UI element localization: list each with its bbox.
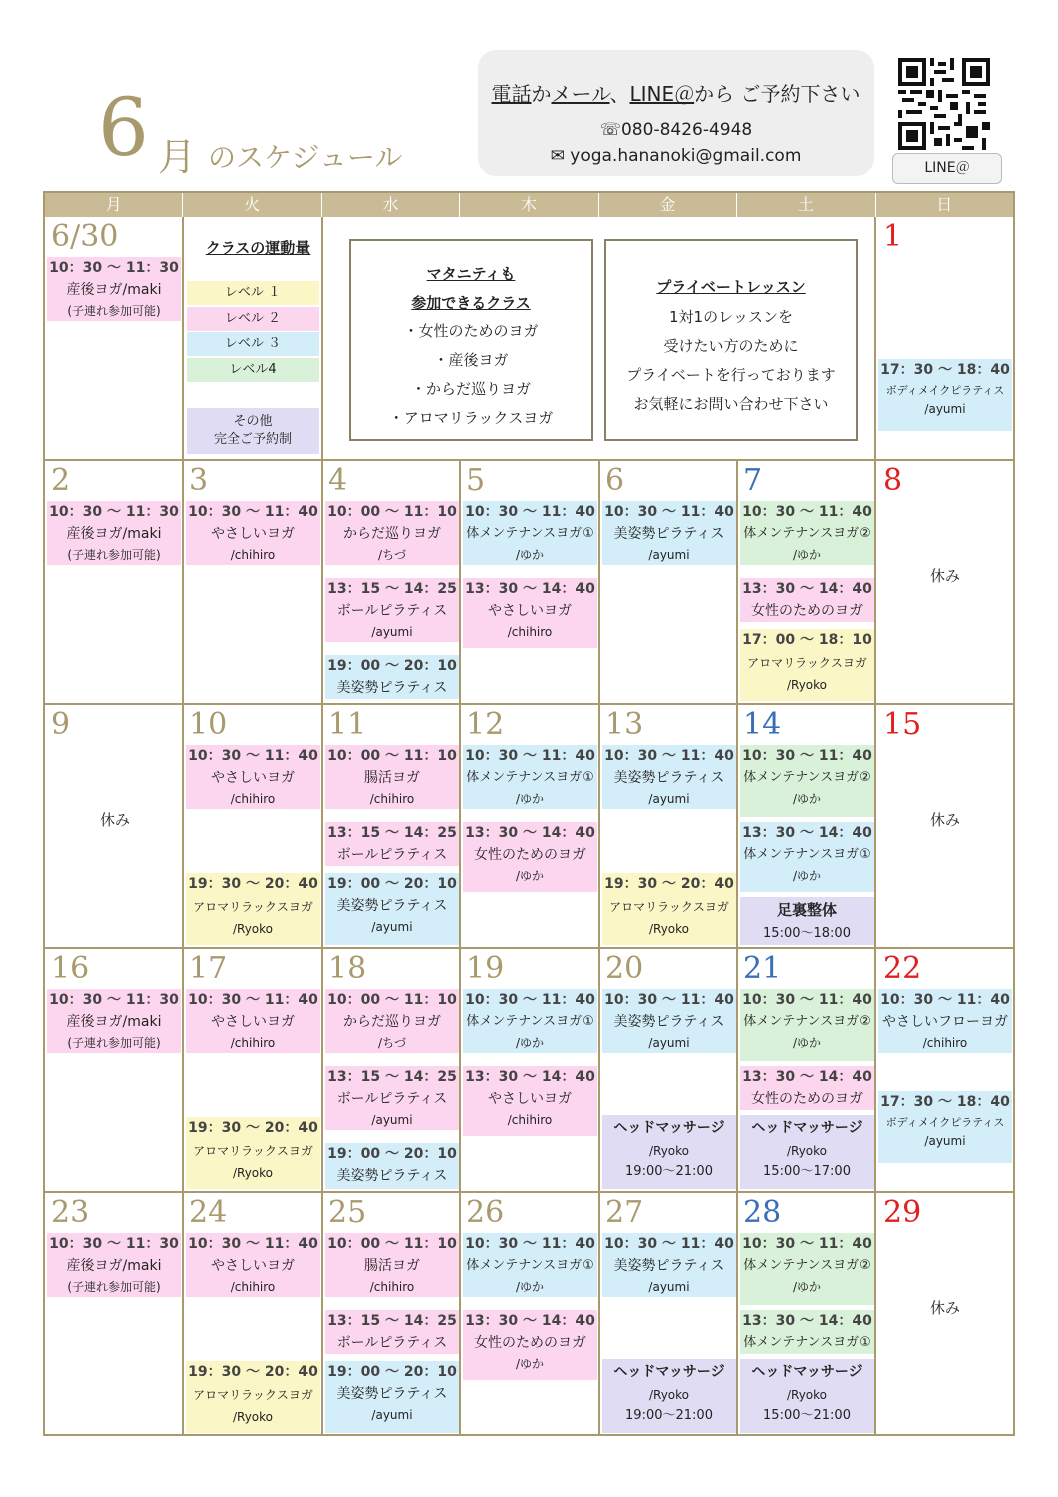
event-name: 腸活ヨガ (364, 1258, 420, 1274)
private-line: 受けたい方のために (663, 337, 799, 355)
event-time: 15:00～18:00 (763, 926, 851, 941)
event-name: ヘッドマッサージ (613, 1120, 725, 1136)
event-time: 10：30 ～ 11：40 (188, 504, 318, 520)
event-time: 13：30 ～ 14：40 (742, 1069, 872, 1085)
event-time: 10：30 ～ 11：40 (742, 504, 872, 520)
event-time: 10：30 ～ 11：30 (49, 1236, 179, 1252)
event-name: 体メンテナンスヨガ② (743, 526, 871, 541)
event-instructor: /chihiro (507, 625, 553, 639)
private-line: プライベートを行っております (626, 366, 836, 384)
event-instructor: /chihiro (230, 1036, 276, 1050)
event[interactable] (325, 1143, 459, 1189)
event-name: 美姿勢ピラティス (336, 1168, 448, 1184)
qr-code-icon[interactable] (898, 58, 990, 150)
event[interactable] (186, 745, 320, 809)
maternity-title-2: 参加できるクラス (411, 294, 531, 312)
event-instructor: /Ryoko (232, 1166, 274, 1180)
event[interactable] (325, 745, 459, 809)
day-number: 3 (189, 463, 209, 498)
day-number: 8 (883, 463, 903, 498)
day-number: 27 (605, 1195, 644, 1230)
day-number: 6 (605, 463, 625, 498)
event-note: (子連れ参加可能) (67, 1280, 161, 1294)
event-name: 産後ヨガ/maki (66, 526, 162, 542)
event-instructor: /ゆか (792, 1280, 822, 1294)
maternity-item: ・からだ巡りヨガ (410, 380, 531, 398)
event-instructor: /ゆか (515, 1280, 545, 1294)
event-instructor: /chihiro (230, 548, 276, 562)
legend-level-4: レベル4 (187, 358, 319, 382)
grid-line (45, 459, 1013, 461)
event-name: ヘッドマッサージ (751, 1364, 863, 1380)
event-instructor: /ゆか (792, 869, 822, 883)
day-number: 28 (743, 1195, 782, 1230)
event-time: 13：15 ～ 14：25 (327, 1069, 457, 1085)
event[interactable] (47, 989, 181, 1053)
day-number: 12 (466, 707, 505, 742)
event-time: 13：30 ～ 14：40 (465, 825, 595, 841)
private-line: お気軽にお問い合わせ下さい (633, 395, 829, 413)
event-name: 美姿勢ピラティス (613, 1014, 725, 1030)
event-note: (子連れ参加可能) (67, 548, 161, 562)
event-name: 足裏整体 (776, 901, 837, 919)
event-time: 10：30 ～ 11：40 (604, 748, 734, 764)
event-name: 美姿勢ピラティス (336, 898, 448, 914)
event-name: 美姿勢ピラティス (336, 680, 448, 696)
weekday-sat: 土 (737, 193, 875, 217)
event-name: アロマリラックスヨガ (193, 1388, 313, 1402)
event[interactable] (463, 501, 597, 565)
event-time: 10：30 ～ 11：40 (465, 748, 595, 764)
event[interactable] (602, 1233, 736, 1297)
event-name: 体メンテナンスヨガ① (466, 1258, 594, 1273)
legend-other-note: 完全ご予約制 (213, 432, 292, 447)
event-time: 17：30 ～ 18：40 (880, 1094, 1010, 1110)
title-month-char: 月 (158, 135, 197, 179)
event-instructor: /ayumi (648, 548, 690, 562)
rest-label: 休み (929, 811, 960, 829)
event-time: 15:00～21:00 (763, 1408, 851, 1423)
event-name: 産後ヨガ/maki (66, 1014, 162, 1030)
contact-ka: か (531, 82, 552, 106)
event-time: 13：30 ～ 14：40 (742, 1313, 872, 1329)
event[interactable] (602, 1359, 736, 1433)
event-name: アロマリラックスヨガ (747, 656, 867, 670)
event-time: 19：00 ～ 20：10 (327, 1146, 457, 1162)
event-time: 10：30 ～ 11：30 (49, 260, 179, 276)
event-instructor: /ayumi (924, 1134, 966, 1148)
day-number: 16 (51, 951, 90, 986)
legend-other (187, 408, 319, 454)
grid-line (874, 217, 876, 1436)
event-name: アロマリラックスヨガ (193, 1144, 313, 1158)
event[interactable] (878, 1091, 1012, 1163)
event-instructor: /Ryoko (786, 678, 828, 692)
event-name: からだ巡りヨガ (343, 526, 441, 542)
rest-label: 休み (929, 567, 960, 585)
event[interactable] (463, 1066, 597, 1136)
event-name: やさしいヨガ (211, 1014, 295, 1030)
event[interactable] (740, 1115, 874, 1189)
event-name: 体メンテナンスヨガ② (743, 1258, 871, 1273)
event-instructor: /Ryoko (786, 1144, 828, 1158)
event-time: 15:00～17:00 (763, 1164, 851, 1179)
private-line: 1対1のレッスンを (669, 308, 793, 326)
event-time: 19:00～21:00 (625, 1164, 713, 1179)
event[interactable] (740, 745, 874, 817)
weekday-fri: 金 (599, 193, 737, 217)
day-number: 20 (605, 951, 644, 986)
private-lesson-box (604, 239, 858, 441)
event-name: 女性のためのヨガ (751, 603, 863, 619)
legend-level-2: レベル ２ (187, 307, 319, 331)
event-time: 10：30 ～ 11：40 (465, 992, 595, 1008)
event-time: 19：00 ～ 20：10 (327, 1364, 457, 1380)
event-time: 13：30 ～ 14：40 (465, 1313, 595, 1329)
day-number: 9 (51, 707, 71, 742)
day-number: 18 (328, 951, 367, 986)
event-note: (子連れ参加可能) (67, 1036, 161, 1050)
event-time: 19：30 ～ 20：40 (604, 876, 734, 892)
event-time: 10：30 ～ 11：30 (49, 504, 179, 520)
event[interactable] (740, 1359, 874, 1433)
event-instructor: /ゆか (515, 548, 545, 562)
event[interactable] (740, 822, 874, 892)
event-name: ヘッドマッサージ (751, 1120, 863, 1136)
event-instructor: /chihiro (369, 792, 415, 806)
event-note: (子連れ参加可能) (67, 304, 161, 318)
event-name: やさしいヨガ (211, 770, 295, 786)
event-name: 産後ヨガ/maki (66, 1258, 162, 1274)
event[interactable] (325, 655, 459, 699)
contact-box (478, 50, 874, 176)
event-instructor: /Ryoko (786, 1388, 828, 1402)
event-name: アロマリラックスヨガ (609, 900, 729, 914)
event-instructor: /Ryoko (648, 1144, 690, 1158)
event[interactable] (740, 578, 874, 622)
event[interactable] (740, 501, 874, 565)
event[interactable] (325, 873, 459, 945)
event-name: アロマリラックスヨガ (193, 900, 313, 914)
event-time: 19:00～21:00 (625, 1408, 713, 1423)
contact-email[interactable]: ✉ yoga.hananoki@gmail.com (550, 146, 802, 166)
legend-level-3: レベル ３ (187, 332, 319, 356)
event[interactable] (47, 501, 181, 565)
weekday-sun: 日 (876, 193, 1013, 217)
day-number: 23 (51, 1195, 90, 1230)
event-name: 女性のためのヨガ (474, 847, 586, 863)
day-number: 2 (51, 463, 71, 498)
event[interactable] (325, 1066, 459, 1130)
day-number: 21 (743, 951, 782, 986)
event-time: 17：00 ～ 18：10 (742, 632, 872, 648)
event[interactable] (740, 629, 874, 701)
event-time: 10：30 ～ 11：40 (188, 1236, 318, 1252)
event[interactable] (878, 359, 1012, 431)
event-name: 美姿勢ピラティス (336, 1386, 448, 1402)
event-instructor: /chihiro (230, 1280, 276, 1294)
contact-reserve-text: から ご予約下さい (694, 82, 861, 106)
event-name: ヘッドマッサージ (613, 1364, 725, 1380)
event-name: 女性のためのヨガ (751, 1091, 863, 1107)
day-number: 24 (189, 1195, 228, 1230)
event-name: やさしいヨガ (488, 603, 572, 619)
event[interactable] (186, 1233, 320, 1297)
event[interactable] (463, 745, 597, 809)
day-number: 7 (743, 463, 763, 498)
event-instructor: /chihiro (369, 1280, 415, 1294)
contact-line (478, 78, 874, 107)
event-time: 10：30 ～ 11：40 (604, 992, 734, 1008)
event[interactable] (325, 578, 459, 642)
event-instructor: /ゆか (792, 792, 822, 806)
event[interactable] (740, 1066, 874, 1110)
event-instructor: /ayumi (371, 920, 413, 934)
event-time: 19：00 ～ 20：10 (327, 876, 457, 892)
event-name: ボールピラティス (336, 847, 448, 863)
event-name: 体メンテナンスヨガ① (466, 1014, 594, 1029)
event-time: 10：00 ～ 11：10 (327, 992, 457, 1008)
grid-line (45, 947, 1013, 949)
day-number: 14 (743, 707, 782, 742)
event-time: 10：30 ～ 11：40 (742, 992, 872, 1008)
event[interactable] (186, 873, 320, 945)
day-number: 22 (883, 951, 922, 986)
event-name: やさしいフローヨガ (882, 1014, 1008, 1030)
title-schedule-text: のスケジュール (208, 141, 403, 174)
event[interactable] (602, 745, 736, 809)
legend-other-label: その他 (233, 414, 273, 429)
event[interactable] (47, 1233, 181, 1297)
event-instructor: /Ryoko (232, 922, 274, 936)
event-name: 体メンテナンスヨガ① (743, 1335, 871, 1350)
event-instructor: /ゆか (515, 869, 545, 883)
day-number: 29 (883, 1195, 922, 1230)
weekday-mon: 月 (45, 193, 183, 217)
day-number: 26 (466, 1195, 505, 1230)
day-number: 19 (466, 951, 505, 986)
private-title: プライベートレッスン (656, 278, 806, 296)
event-name: やさしいヨガ (211, 526, 295, 542)
grid-line (45, 1191, 1013, 1193)
event-instructor: /chihiro (922, 1036, 968, 1050)
event-name: 女性のためのヨガ (474, 1335, 586, 1351)
event-instructor: /ちづ (378, 1036, 406, 1050)
event-time: 17：30 ～ 18：40 (880, 362, 1010, 378)
maternity-box (349, 239, 593, 441)
contact-comma: 、 (609, 82, 630, 106)
contact-phone[interactable]: ☏080-8426-4948 (599, 120, 753, 140)
contact-mail-word: メール (551, 82, 610, 106)
event-instructor: /Ryoko (648, 1388, 690, 1402)
event[interactable] (740, 897, 874, 945)
event-instructor: /ayumi (648, 1280, 690, 1294)
event-instructor: /ayumi (371, 1113, 413, 1127)
legend-level-1: レベル １ (187, 281, 319, 305)
event[interactable] (602, 1115, 736, 1189)
event-name: からだ巡りヨガ (343, 1014, 441, 1030)
event-name: やさしいヨガ (211, 1258, 295, 1274)
day-number: 5 (466, 463, 486, 498)
event-name: 体メンテナンスヨガ② (743, 1014, 871, 1029)
day-number: 25 (328, 1195, 367, 1230)
maternity-title-1: マタニティも (426, 265, 516, 283)
event-name: 美姿勢ピラティス (613, 770, 725, 786)
event-time: 10：30 ～ 11：40 (465, 504, 595, 520)
event-instructor: /ちづ (378, 548, 406, 562)
event-time: 10：30 ～ 11：40 (604, 1236, 734, 1252)
event[interactable] (463, 1310, 597, 1380)
event[interactable] (463, 989, 597, 1053)
day-number: 10 (189, 707, 228, 742)
event[interactable] (47, 257, 181, 321)
event-instructor: /Ryoko (648, 922, 690, 936)
event-time: 13：30 ～ 14：40 (465, 581, 595, 597)
contact-phone-word: 電話 (491, 82, 532, 106)
event-time: 10：00 ～ 11：10 (327, 748, 457, 764)
event[interactable] (463, 578, 597, 648)
event-time: 19：30 ～ 20：40 (188, 1364, 318, 1380)
weekday-tue: 火 (183, 193, 321, 217)
event-name: 体メンテナンスヨガ① (466, 526, 594, 541)
event[interactable] (325, 501, 459, 565)
event-time: 13：30 ～ 14：40 (742, 825, 872, 841)
event-name: 美姿勢ピラティス (613, 1258, 725, 1274)
event[interactable] (325, 1233, 459, 1297)
event[interactable] (186, 501, 320, 565)
event[interactable] (602, 873, 736, 945)
event[interactable] (186, 989, 320, 1053)
day-number: 17 (189, 951, 228, 986)
weekday-header (45, 193, 1013, 217)
legend-title: クラスの運動量 (205, 239, 311, 257)
event[interactable] (325, 822, 459, 866)
rest-label: 休み (929, 1299, 960, 1317)
event-name: ボールピラティス (336, 603, 448, 619)
event-name: 腸活ヨガ (364, 770, 420, 786)
maternity-item: ・産後ヨガ (433, 351, 509, 369)
event[interactable] (740, 989, 874, 1061)
event-name: ボディメイクピラティス (885, 384, 1005, 397)
event[interactable] (602, 501, 736, 565)
event[interactable] (878, 989, 1012, 1053)
event-instructor: /ゆか (515, 1036, 545, 1050)
event-time: 10：00 ～ 11：10 (327, 504, 457, 520)
event-time: 10：00 ～ 11：10 (327, 1236, 457, 1252)
day-number: 15 (883, 707, 922, 742)
event-time: 10：30 ～ 11：40 (188, 992, 318, 1008)
event-instructor: /Ryoko (232, 1410, 274, 1424)
event-name: 体メンテナンスヨガ② (743, 770, 871, 785)
event-time: 19：00 ～ 20：10 (327, 658, 457, 674)
event[interactable] (602, 989, 736, 1053)
event[interactable] (325, 989, 459, 1053)
event-instructor: /ayumi (371, 625, 413, 639)
day-number: 6/30 (51, 219, 119, 254)
event-instructor: /ゆか (792, 548, 822, 562)
event-name: ボールピラティス (336, 1091, 448, 1107)
event-time: 10：30 ～ 11：30 (49, 992, 179, 1008)
event-name: ボールピラティス (336, 1335, 448, 1351)
rest-label: 休み (99, 811, 130, 829)
event-time: 13：30 ～ 14：40 (742, 581, 872, 597)
event-time: 10：30 ～ 11：40 (880, 992, 1010, 1008)
event-name: 産後ヨガ/maki (66, 282, 162, 298)
event-name: ボディメイクピラティス (885, 1116, 1005, 1129)
event-instructor: /ayumi (924, 402, 966, 416)
event-time: 10：30 ～ 11：40 (188, 748, 318, 764)
event[interactable] (740, 1310, 874, 1354)
event-time: 19：30 ～ 20：40 (188, 876, 318, 892)
line-button[interactable]: LINE＠ (892, 153, 1002, 184)
event[interactable] (186, 1117, 320, 1189)
event-name: 美姿勢ピラティス (613, 526, 725, 542)
title-month-number: 6 (98, 81, 149, 174)
grid-line (45, 703, 1013, 705)
event-name: 体メンテナンスヨガ① (743, 847, 871, 862)
contact-line-word: LINE＠ (629, 82, 695, 106)
event-name: やさしいヨガ (488, 1091, 572, 1107)
event-time: 13：30 ～ 14：40 (465, 1069, 595, 1085)
calendar (43, 191, 1015, 1436)
event[interactable] (740, 1233, 874, 1305)
event[interactable] (325, 1361, 459, 1433)
event[interactable] (463, 822, 597, 892)
event-time: 10：30 ～ 11：40 (604, 504, 734, 520)
event-instructor: /ゆか (792, 1036, 822, 1050)
event-name: 体メンテナンスヨガ① (466, 770, 594, 785)
event[interactable] (463, 1233, 597, 1297)
maternity-item: ・アロマリラックスヨガ (388, 409, 554, 427)
day-number: 13 (605, 707, 644, 742)
event-time: 13：15 ～ 14：25 (327, 581, 457, 597)
event-time: 13：15 ～ 14：25 (327, 1313, 457, 1329)
event-time: 13：15 ～ 14：25 (327, 825, 457, 841)
event-instructor: /ayumi (648, 1036, 690, 1050)
event-instructor: /ゆか (515, 792, 545, 806)
event-instructor: /chihiro (230, 792, 276, 806)
event-time: 10：30 ～ 11：40 (742, 748, 872, 764)
event-instructor: /ayumi (371, 1408, 413, 1422)
weekday-wed: 水 (322, 193, 460, 217)
event[interactable] (325, 1310, 459, 1354)
weekday-thu: 木 (460, 193, 598, 217)
event-time: 19：30 ～ 20：40 (188, 1120, 318, 1136)
event-instructor: /chihiro (507, 1113, 553, 1127)
maternity-item: ・女性のためのヨガ (403, 322, 539, 340)
day-number: 11 (328, 707, 367, 742)
event-time: 10：30 ～ 11：40 (465, 1236, 595, 1252)
event-instructor: /ゆか (515, 1357, 545, 1371)
event-time: 10：30 ～ 11：40 (742, 1236, 872, 1252)
event-instructor: /ayumi (648, 792, 690, 806)
day-number: 1 (883, 219, 903, 254)
event[interactable] (186, 1361, 320, 1433)
day-number: 4 (328, 463, 348, 498)
